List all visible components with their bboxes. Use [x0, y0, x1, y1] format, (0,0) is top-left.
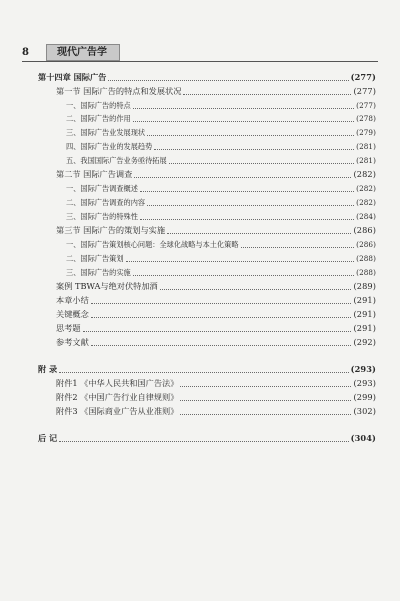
toc-attachment: 附件2 《中国广告行业自律规则》 (299) — [56, 392, 376, 402]
toc-section: 第三节 国际广告的策划与实施 (286) — [56, 225, 376, 235]
toc-section: 第二节 国际广告调查 (282) — [56, 169, 376, 179]
toc-summary: 本章小结 (291) — [56, 295, 376, 305]
toc-item: 二、国际广告的作用 (278) — [66, 114, 376, 123]
toc-attachment: 附件3 《国际商业广告从业准则》 (302) — [56, 406, 376, 416]
page-header — [22, 44, 120, 61]
toc-afterword: 后 记 (304) — [38, 433, 376, 443]
toc-appendix: 附 录 (293) — [38, 364, 376, 374]
toc-chapter-14: 第十四章 国际广告 (277) — [38, 72, 376, 82]
toc-item: 一、国际广告的特点 (277) — [66, 101, 376, 110]
toc-item: 二、国际广告策划 (288) — [66, 254, 376, 263]
toc-item: 三、国际广告业发展现状 (279) — [66, 128, 376, 137]
toc-key-concepts: 关键概念 (291) — [56, 309, 376, 319]
toc-item: 二、国际广告调查的内容 (282) — [66, 198, 376, 207]
toc-item: 一、国际广告调查概述 (282) — [66, 184, 376, 193]
toc-section: 第一节 国际广告的特点和发展状况 (277) — [56, 86, 376, 96]
toc-questions: 思考题 (291) — [56, 323, 376, 333]
toc-attachment: 附件1 《中华人民共和国广告法》 (293) — [56, 378, 376, 388]
toc-references: 参考文献 (292) — [56, 337, 376, 347]
toc-item: 四、国际广告业的发展趋势 (281) — [66, 142, 376, 151]
header-rule — [22, 61, 378, 62]
toc-item: 三、国际广告的特殊性 (284) — [66, 212, 376, 221]
toc-item: 三、国际广告的实施 (288) — [66, 268, 376, 277]
toc-case: 案例 TBWA与绝对伏特加酒 (289) — [56, 281, 376, 291]
book-title: 现代广告学 — [46, 44, 120, 61]
toc-item: 五、我国国际广告业务亟待拓展 (281) — [66, 156, 376, 165]
toc-item: 一、国际广告策划核心问题：全球化战略与本土化策略 (286) — [66, 240, 376, 249]
page-number: 8 — [22, 47, 29, 58]
